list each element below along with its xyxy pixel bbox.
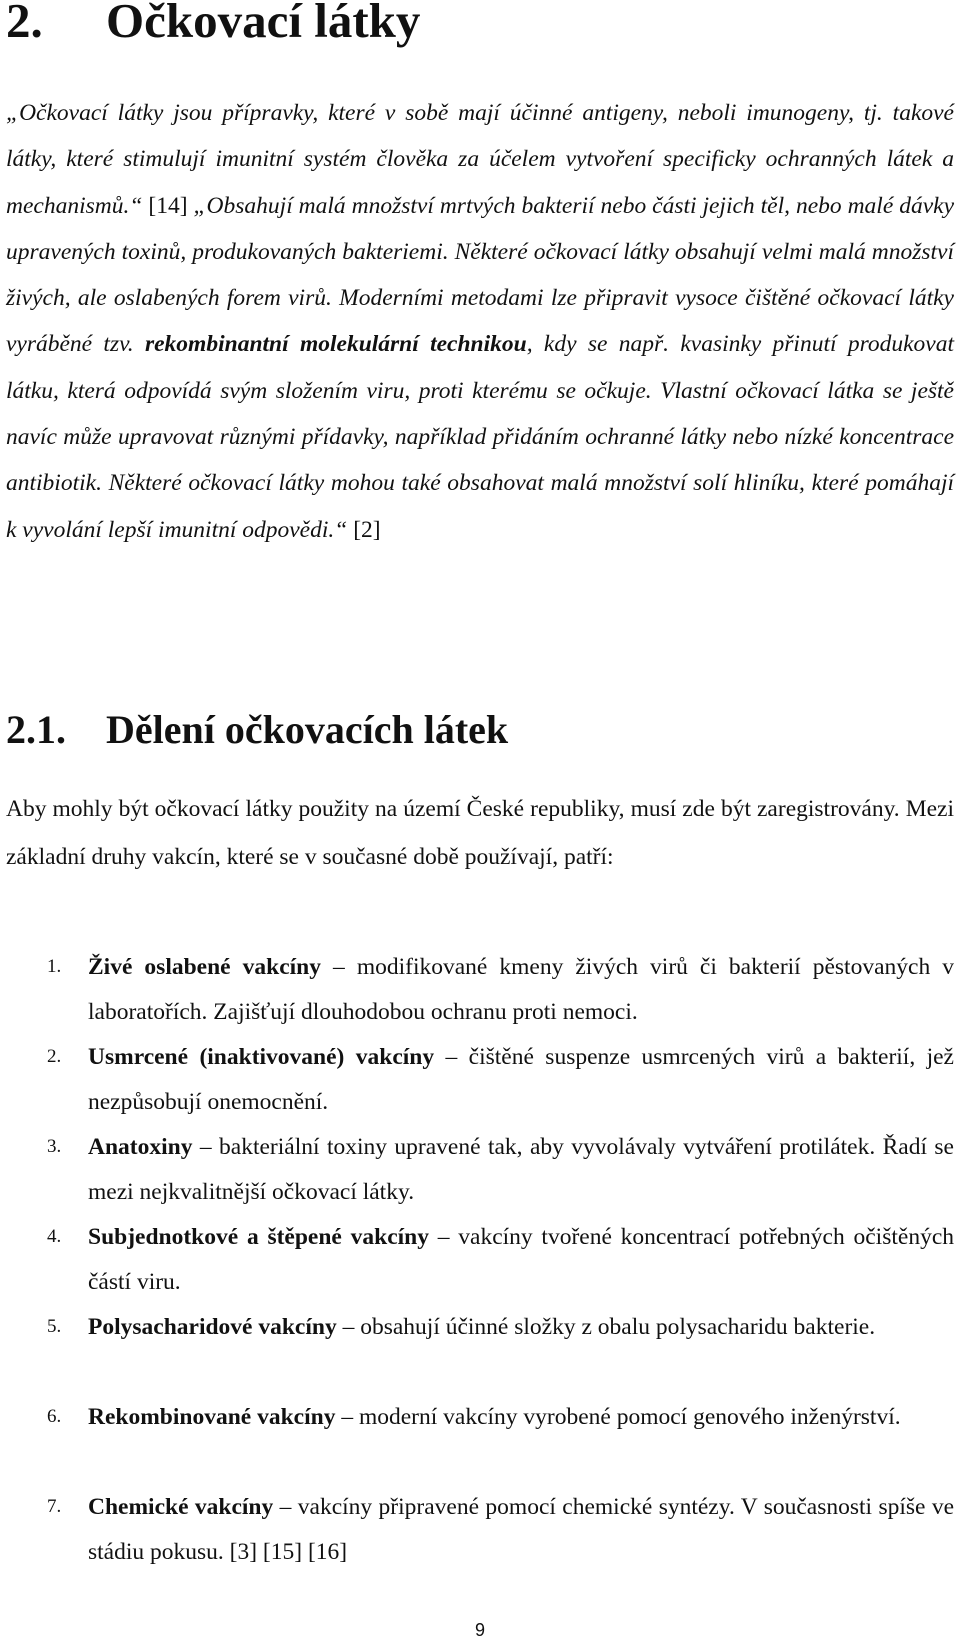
intro-paragraph: Aby mohly být očkovací látky použity na území České republiky, musí zde být zaregistrovány. Mezi základní druhy vakcín, které se v současné době používají, patří: [6, 796, 954, 870]
list-number: 3. [47, 1136, 62, 1157]
quote-definition: „Očkovací látky jsou přípravky, které v sobě mají účinné antigeny, neboli imunogeny, tj. takové látky, které stimulují imunitní systém člověka za účelem vytvoření specificky ochranných látek a mechanismů.“ [6, 100, 954, 219]
vaccine-type-item [0, 1485, 954, 1575]
term-dash: – [192, 1134, 220, 1160]
citation-14: [14] [142, 192, 194, 219]
list-number: 7. [47, 1496, 62, 1517]
vaccine-type-term: Subjednotkové a štěpené vakcíny [88, 1224, 429, 1250]
emphasis-technique: rekombinantní molekulární technikou [144, 331, 527, 358]
section-heading [6, 0, 420, 51]
term-dash: – [428, 1224, 459, 1250]
list-number: 1. [47, 956, 62, 977]
section-title: Očkovací látky [106, 0, 421, 48]
vaccine-type-description: bakteriální toxiny upravené tak, aby vyvolávaly vytváření protilátek. Řadí se mezi nejkvalitnější očkovací látky. [88, 1134, 954, 1205]
list-number: 5. [47, 1316, 62, 1337]
subsection-number: 2.1. [6, 707, 66, 752]
term-dash: – [320, 954, 357, 980]
vaccine-type-description: vakcíny tvořené koncentrací potřebných očištěných částí viru. [88, 1224, 954, 1295]
subsection-heading [6, 706, 508, 754]
vaccine-definition-paragraph [6, 90, 954, 553]
term-dash: – [335, 1404, 359, 1430]
vaccine-type-item [0, 1305, 954, 1395]
vaccine-type-term: Živé oslabené vakcíny [88, 954, 321, 980]
vaccine-type-term: Chemické vakcíny [88, 1494, 274, 1520]
vaccine-type-description: modifikované kmeny živých virů či bakterií pěstovaných v laboratořích. Zajišťují dlouhodobou ochranu proti nemoci. [88, 954, 954, 1025]
section-number: 2. [6, 0, 43, 48]
vaccine-types-list [0, 945, 954, 1575]
term-dash: – [434, 1044, 469, 1070]
list-number: 6. [47, 1406, 62, 1427]
vaccine-type-description: vakcíny připravené pomocí chemické syntézy. V současnosti spíše ve stádiu pokusu. [3] [15] [16] [88, 1494, 955, 1565]
vaccine-type-item [0, 1125, 954, 1215]
vaccine-type-term: Rekombinované vakcíny [88, 1404, 336, 1430]
citation-2: [2] [347, 516, 381, 543]
page-number: 9 [474, 1620, 485, 1640]
vaccine-type-description: čištěné suspenze usmrcených virů a bakterií, jež nezpůsobují onemocnění. [88, 1044, 954, 1115]
quote-text: „Obsahují malá množství mrtvých bakterií nebo části jejich těl, nebo malé dávky upravených toxinů, produkovaných bakteriemi. Některé očkovací látky obsahují velmi malá množství živých, ale oslabených forem virů. Moderními metodami lze připravit vysoce čištěné očkovací látky vyráběné tzv. [6, 192, 954, 358]
vaccine-type-description: obsahují účinné složky z obalu polysacharidu bakterie. [360, 1314, 876, 1340]
quote-composition [6, 193, 954, 543]
list-number: 2. [47, 1046, 62, 1067]
vaccine-type-item [0, 1035, 954, 1125]
vaccine-type-term: Polysacharidové vakcíny [88, 1314, 337, 1340]
vaccine-type-term: Usmrcené (inaktivované) vakcíny [88, 1044, 435, 1070]
subsection-title: Dělení očkovacích látek [106, 707, 509, 752]
vaccine-type-item [0, 1215, 954, 1305]
list-number: 4. [47, 1226, 62, 1247]
quote-text: , kdy se např. kvasinky přinutí produkovat látku, která odpovídá svým složením viru, proti kterému se očkuje. Vlastní očkovací látka se ještě navíc může upravovat různými přídavky, například přidáním ochranné látky nebo nízké koncentrace antibiotik. Některé očkovací látky mohou také obsahovat malá množství solí hliníku, které pomáhají k vyvolání lepší imunitní odpovědi.“ [6, 331, 955, 543]
term-dash: – [336, 1314, 361, 1340]
vaccine-type-item [0, 945, 954, 1035]
vaccine-type-description: moderní vakcíny vyrobené pomocí genového inženýrství. [358, 1404, 901, 1430]
vaccine-type-term: Anatoxiny [88, 1134, 193, 1160]
term-dash: – [273, 1494, 298, 1520]
vaccine-type-item [0, 1395, 954, 1485]
